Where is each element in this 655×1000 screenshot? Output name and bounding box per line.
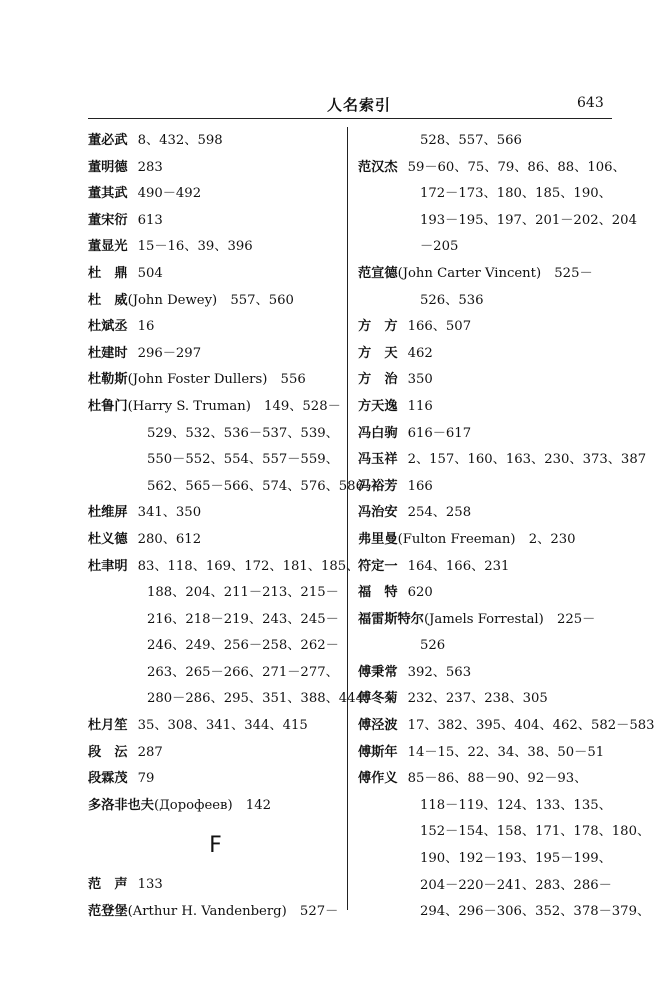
entry-pages: 562、565－566、574、576、586 — [147, 478, 364, 494]
entry-pages: 188、204、211－213、215－ — [147, 585, 339, 601]
index-entry — [358, 394, 618, 421]
index-entry — [88, 181, 343, 208]
entry-pages: 190、192－193、195－199、 — [420, 851, 612, 867]
index-entry-continuation — [358, 234, 618, 261]
entry-name: 杜斌丞 — [88, 319, 128, 335]
entry-pages: (John Carter Vincent) 525－ — [397, 265, 593, 281]
entry-pages: 172－173、180、185、190、 — [420, 186, 612, 202]
entry-pages: 341、350 — [137, 505, 202, 521]
index-entry — [358, 740, 618, 767]
entry-name: 杜鲁门 — [88, 398, 128, 414]
entry-name: 方 治 — [358, 372, 398, 388]
index-entry — [88, 766, 343, 793]
entry-name: 杜义德 — [88, 531, 128, 547]
entry-pages: 166、507 — [407, 319, 472, 335]
entry-name: 杜聿明 — [88, 558, 128, 574]
index-entry — [358, 341, 618, 368]
entry-name: 傅作义 — [358, 771, 398, 787]
entry-pages: 550－552、554、557－559、 — [147, 452, 339, 468]
entry-pages: 254、258 — [407, 505, 472, 521]
entry-pages: 83、118、169、172、181、185、 — [137, 558, 360, 574]
entry-pages: (Fulton Freeman) 2、230 — [397, 531, 576, 547]
index-entry-continuation — [358, 288, 618, 315]
entry-pages: 232、237、238、305 — [407, 691, 548, 707]
entry-pages: 79 — [137, 771, 155, 787]
index-entry — [88, 740, 343, 767]
entry-pages: 490－492 — [137, 186, 202, 202]
index-entry — [88, 899, 343, 926]
entry-name: 杜月笙 — [88, 718, 128, 734]
entry-pages: 246、249、256－258、262－ — [147, 638, 339, 654]
entry-pages: (John Dewey) 557、560 — [127, 292, 294, 308]
entry-pages: 17、382、395、404、462、582－583 — [407, 718, 655, 734]
entry-pages: 294、296－306、352、378－379、 — [420, 904, 651, 920]
index-entry — [358, 447, 647, 474]
entry-name: 杜 鼎 — [88, 265, 128, 281]
header-rule — [88, 118, 612, 119]
entry-name: 傅泾波 — [358, 718, 398, 734]
index-entry — [88, 314, 343, 341]
entry-pages: 85－86、88－90、92－93、 — [407, 771, 588, 787]
entry-name: 杜 威 — [88, 292, 128, 308]
entry-pages: 59－60、75、79、86、88、106、 — [407, 159, 626, 175]
index-entry — [358, 367, 618, 394]
index-entry — [88, 288, 343, 315]
entry-pages: 116 — [407, 398, 433, 414]
index-entry — [88, 394, 343, 421]
entry-pages: 283 — [137, 159, 163, 175]
entry-pages: 526、536 — [420, 292, 484, 308]
page-number: 643 — [577, 95, 604, 111]
index-entry — [358, 607, 618, 634]
entry-pages: 263、265－266、271－277、 — [147, 664, 339, 680]
entry-pages: 8、432、598 — [137, 133, 223, 148]
index-entry — [88, 234, 343, 261]
index-entry — [88, 128, 343, 155]
entry-name: 范登堡 — [88, 904, 128, 920]
entry-pages: (Дорофеев) 142 — [153, 797, 271, 813]
entry-pages: 204－220－241、283、286－ — [420, 877, 612, 893]
entry-pages: 35、308、341、344、415 — [137, 718, 308, 734]
index-column-right — [358, 128, 655, 926]
entry-name: 弗里曼 — [358, 531, 398, 547]
index-entry-continuation — [88, 686, 364, 713]
index-entry-continuation — [88, 633, 343, 660]
entry-name: 范 声 — [88, 877, 128, 893]
index-entry — [88, 367, 343, 394]
entry-name: 傅秉常 — [358, 664, 398, 680]
entry-name: 董必武 — [88, 133, 128, 148]
index-entry — [358, 554, 618, 581]
entry-pages: 280、612 — [137, 531, 202, 547]
entry-pages: 528、557、566 — [420, 133, 522, 148]
index-entry — [358, 314, 618, 341]
entry-pages: 14－15、22、34、38、50－51 — [407, 744, 605, 760]
entry-name: 范宣德 — [358, 265, 398, 281]
entry-pages: 166 — [407, 478, 433, 494]
entry-pages: 350 — [407, 372, 433, 388]
index-entry-continuation — [358, 846, 618, 873]
entry-name: 方 天 — [358, 345, 398, 361]
entry-name: 多洛非也夫 — [88, 797, 154, 813]
entry-name: 董宋衍 — [88, 212, 128, 228]
column-divider — [347, 127, 348, 910]
entry-pages: 280－286、295、351、388、444 — [147, 691, 364, 707]
index-entry — [358, 527, 618, 554]
entry-name: 董其武 — [88, 186, 128, 202]
entry-name: 董明德 — [88, 159, 128, 175]
entry-pages: 118－119、124、133、135、 — [420, 797, 612, 813]
index-entry — [358, 474, 618, 501]
entry-name: 董显光 — [88, 239, 128, 255]
entry-name: 段 沄 — [88, 744, 128, 760]
entry-name: 杜建时 — [88, 345, 128, 361]
entry-name: 冯玉祥 — [358, 452, 398, 468]
index-column-left — [88, 128, 364, 926]
section-letter — [88, 819, 343, 872]
entry-pages: (Jamels Forrestal) 225－ — [423, 611, 596, 627]
index-entry-continuation — [358, 819, 651, 846]
entry-pages: 529、532、536－537、539、 — [147, 425, 339, 441]
index-entry-continuation — [358, 633, 618, 660]
entry-pages: (John Foster Dullers) 556 — [127, 372, 306, 388]
index-entry — [88, 500, 343, 527]
index-entry — [358, 580, 618, 607]
entry-name: 范汉杰 — [358, 159, 398, 175]
index-entry — [358, 766, 618, 793]
entry-pages: 296－297 — [137, 345, 202, 361]
page-header-title: 人名索引 — [327, 96, 392, 114]
index-entry — [358, 713, 655, 740]
entry-name: 傅斯年 — [358, 744, 398, 760]
entry-name: 傅冬菊 — [358, 691, 398, 707]
index-entry-continuation — [358, 873, 618, 900]
index-entry — [88, 872, 343, 899]
index-entry — [88, 793, 343, 820]
index-entry — [88, 261, 343, 288]
entry-name: 方 方 — [358, 319, 398, 335]
index-entry-continuation — [358, 793, 618, 820]
entry-name: 福雷斯特尔 — [358, 611, 424, 627]
entry-pages: 287 — [137, 744, 163, 760]
entry-name: 杜勒斯 — [88, 372, 128, 388]
index-entry — [88, 208, 343, 235]
entry-pages: －205 — [420, 239, 459, 255]
entry-pages: 16 — [137, 319, 155, 335]
entry-pages: (Arthur H. Vandenberg) 527－ — [127, 904, 339, 920]
index-entry-continuation — [88, 580, 343, 607]
entry-name: 方天逸 — [358, 398, 398, 414]
index-entry-continuation — [88, 421, 343, 448]
index-entry-continuation — [88, 660, 343, 687]
index-entry — [358, 686, 618, 713]
entry-pages: 193－195、197、201－202、204 — [420, 212, 637, 228]
index-entry-continuation — [88, 447, 343, 474]
index-entry — [358, 421, 618, 448]
entry-pages: 616－617 — [407, 425, 472, 441]
entry-pages: 2、157、160、163、230、373、387 — [407, 452, 647, 468]
index-entry-continuation — [358, 899, 651, 926]
index-entry — [88, 713, 343, 740]
index-entry — [358, 261, 618, 288]
entry-pages: 462 — [407, 345, 433, 361]
index-entry — [358, 500, 618, 527]
entry-name: 符定一 — [358, 558, 398, 574]
entry-name: 冯治安 — [358, 505, 398, 521]
entry-name: 冯白驹 — [358, 425, 398, 441]
entry-name: 冯裕芳 — [358, 478, 398, 494]
entry-name: 杜维屏 — [88, 505, 128, 521]
entry-pages: 526 — [420, 638, 446, 654]
index-entry-continuation — [88, 474, 364, 501]
entry-pages: 152－154、158、171、178、180、 — [420, 824, 651, 840]
index-entry — [358, 660, 618, 687]
index-entry — [358, 155, 626, 182]
entry-pages: 15－16、39、396 — [137, 239, 253, 255]
entry-name: 福 特 — [358, 585, 398, 601]
entry-pages: (Harry S. Truman) 149、528－ — [127, 398, 341, 414]
entry-pages: 392、563 — [407, 664, 472, 680]
entry-pages: 164、166、231 — [407, 558, 510, 574]
index-entry-continuation — [358, 208, 637, 235]
entry-pages: 216、218－219、243、245－ — [147, 611, 339, 627]
entry-pages: 620 — [407, 585, 433, 601]
entry-pages: 504 — [137, 265, 163, 281]
index-entry — [88, 155, 343, 182]
entry-pages: 613 — [137, 212, 163, 228]
index-entry — [88, 341, 343, 368]
index-entry-continuation — [88, 607, 343, 634]
entry-name: 段霖茂 — [88, 771, 128, 787]
entry-pages: 133 — [137, 877, 163, 893]
section-letter-text: F — [209, 833, 222, 859]
index-entry — [88, 527, 343, 554]
index-entry-continuation — [358, 128, 618, 155]
index-entry — [88, 554, 360, 581]
index-entry-continuation — [358, 181, 618, 208]
